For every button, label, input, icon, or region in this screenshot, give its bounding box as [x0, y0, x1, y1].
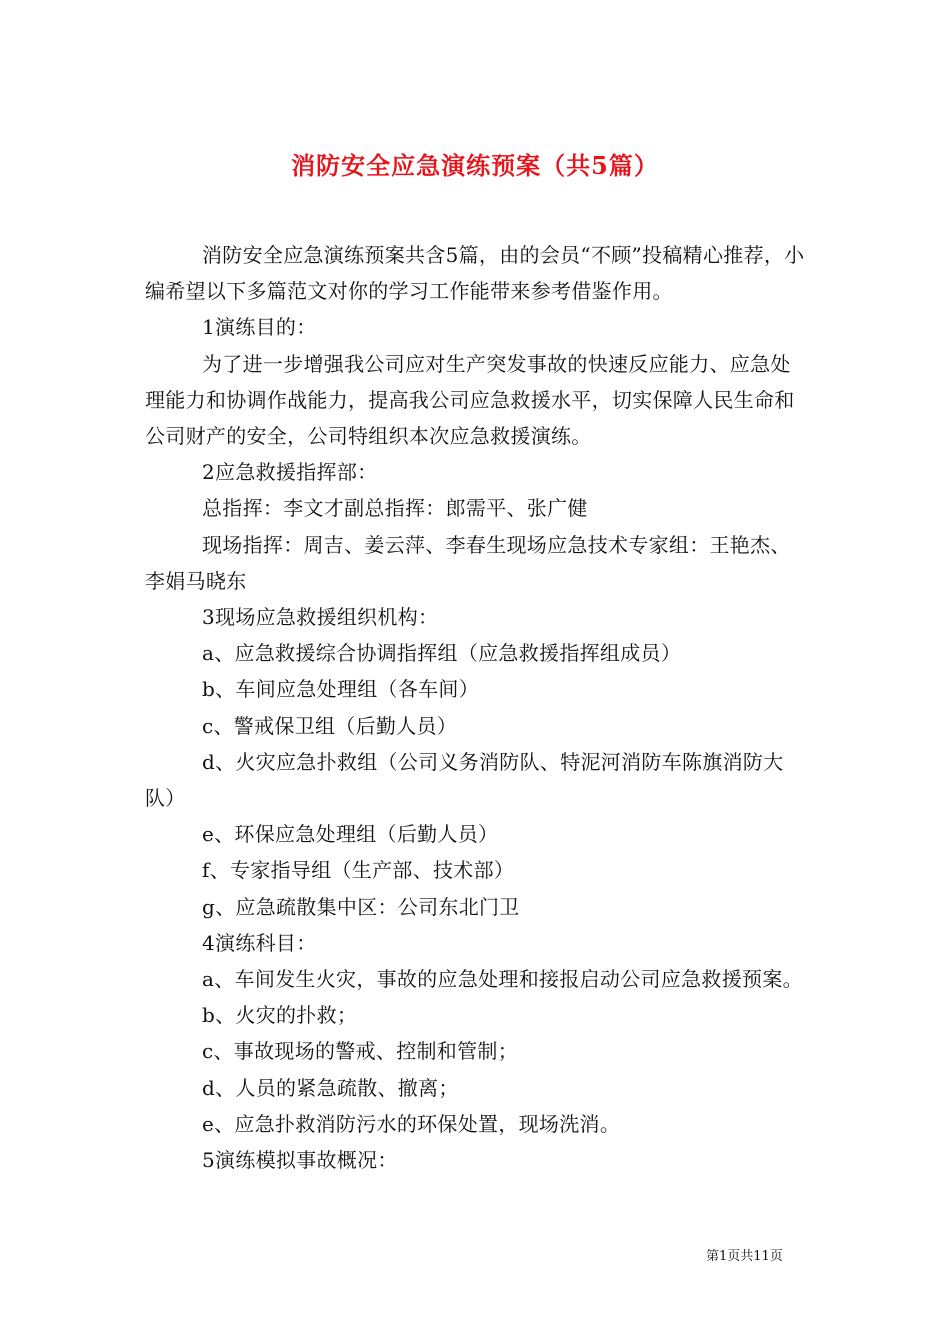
paragraph: b、车间应急处理组（各车间）	[202, 677, 480, 702]
paragraph: 5演练模拟事故概况：	[202, 1148, 398, 1173]
paragraph: 总指挥：李文才副总指挥：郎需平、张广健	[202, 496, 588, 521]
document-title: 消防安全应急演练预案（共5篇）	[291, 151, 659, 181]
paragraph: a、车间发生火灾，事故的应急处理和接报启动公司应急救援预案。	[202, 967, 803, 992]
paragraph: c、事故现场的警戒、控制和管制；	[202, 1039, 519, 1064]
paragraph: b、火灾的扑救；	[202, 1003, 358, 1028]
paragraph: 为了进一步增强我公司应对生产突发事故的快速反应能力、应急处理能力和协调作战能力，提高我公司应急救援水平，切实保障人民生命和公司财产的安全，公司特组织本次应急救援演练。	[145, 351, 795, 449]
paragraph: c、警戒保卫组（后勤人员）	[202, 713, 458, 738]
paragraph: e、环保应急处理组（后勤人员）	[202, 822, 499, 847]
paragraph: d、人员的紧急疏散、撤离；	[202, 1075, 459, 1100]
paragraph: 现场指挥：周吉、姜云萍、李春生现场应急技术专家组：王艳杰、李娟马晓东	[145, 532, 791, 593]
paragraph: 1演练目的：	[202, 315, 317, 340]
paragraph: d、火灾应急扑救组（公司义务消防队、特泥河消防车陈旗消防大队）	[145, 749, 784, 811]
paragraph: 2应急救援指挥部：	[202, 460, 378, 485]
document-body	[145, 237, 807, 1178]
paragraph: e、应急扑救消防污水的环保处置，现场洗消。	[202, 1111, 621, 1136]
paragraph: a、应急救援综合协调指挥组（应急救援指挥组成员）	[202, 641, 682, 666]
paragraph: 4演练科目：	[202, 930, 317, 955]
page-number: 第1页共11页	[706, 1249, 783, 1264]
paragraph: 3现场应急救援组织机构：	[202, 605, 439, 630]
paragraph: f、专家指导组（生产部、技术部）	[202, 858, 515, 883]
paragraph: g、应急疏散集中区：公司东北门卫	[202, 894, 520, 919]
paragraph: 消防安全应急演练预案共含5篇，由的会员“不顾”投稿精心推荐，小编希望以下多篇范文对你的学习工作能带来参考借鉴作用。	[145, 243, 805, 304]
